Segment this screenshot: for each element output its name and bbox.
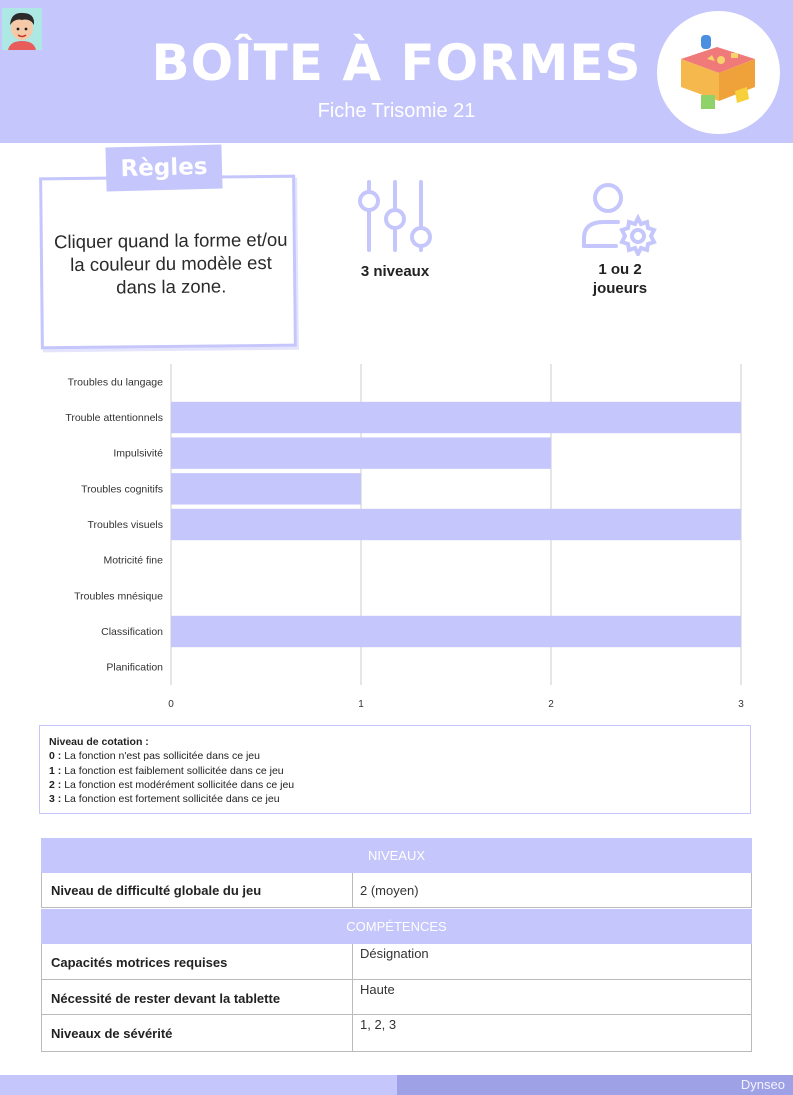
page-title: BOÎTE À FORMES <box>151 34 642 92</box>
table-row <box>41 980 752 1015</box>
levels-table <box>41 838 752 908</box>
legend-item: 0 : La fonction n'est pas sollicitée dans ce jeu <box>49 750 260 763</box>
shape-box-icon <box>675 29 762 116</box>
page-header <box>0 0 793 143</box>
players-feature <box>565 180 675 298</box>
category-label: Classification <box>101 626 163 638</box>
category-label: Troubles visuels <box>87 519 163 531</box>
category-label: Planification <box>106 661 163 674</box>
row-label: Niveau de difficulté globale du jeu <box>51 883 262 898</box>
rules-tab <box>105 144 222 191</box>
skills-table-header: COMPÉTENCES <box>41 909 752 944</box>
rules-tab-label: Règles <box>120 153 208 183</box>
row-value: Haute <box>360 982 395 997</box>
category-label: Motricité fine <box>103 554 163 567</box>
table-row <box>41 1015 752 1052</box>
bar <box>171 509 741 540</box>
row-value: 2 (moyen) <box>360 883 419 898</box>
x-tick-label: 2 <box>548 699 554 710</box>
x-tick-label: 1 <box>358 699 364 710</box>
category-label: Impulsivité <box>113 447 163 460</box>
skills-table <box>41 909 752 1052</box>
row-label: Niveaux de sévérité <box>51 1026 173 1041</box>
legend-item: 1 : La fonction est faiblement sollicitée dans ce jeu <box>49 764 284 777</box>
players-label-line2: joueurs <box>592 280 648 297</box>
functions-bar-chart <box>0 360 793 720</box>
levels-feature <box>340 180 450 281</box>
legend-title: Niveau de cotation : <box>49 736 149 748</box>
players-label-line1: 1 ou 2 <box>598 261 642 278</box>
category-label: Troubles mnésique <box>74 590 163 603</box>
footer-left-band <box>0 1075 397 1095</box>
rules-text: Cliquer quand la forme et/ou la couleur du modèle est dans la zone. <box>53 228 288 298</box>
levels-label: 3 niveaux <box>360 263 430 280</box>
x-tick-label: 0 <box>168 699 174 710</box>
table-row <box>41 873 752 908</box>
legend-item: 3 : La fonction est fortement sollicitée dans ce jeu <box>49 793 280 806</box>
bar <box>171 473 361 504</box>
sliders-icon <box>355 180 435 252</box>
rules-panel <box>39 175 297 350</box>
row-value: Désignation <box>360 946 429 961</box>
category-label: Troubles du langage <box>67 376 163 389</box>
game-logo <box>657 11 780 134</box>
rating-legend <box>39 725 751 814</box>
row-label: Capacités motrices requises <box>51 955 228 970</box>
x-tick-label: 3 <box>738 699 744 710</box>
bar <box>171 616 741 647</box>
category-label: Trouble attentionnels <box>65 412 163 424</box>
user-settings-icon <box>580 180 660 256</box>
bar <box>171 437 551 468</box>
levels-table-header: NIVEAUX <box>41 838 752 873</box>
legend-item: 2 : La fonction est modérément sollicitée dans ce jeu <box>49 778 295 791</box>
footer-right-band <box>397 1075 793 1095</box>
table-row <box>41 944 752 980</box>
row-value: 1, 2, 3 <box>360 1017 397 1032</box>
bar <box>171 402 741 433</box>
page-subtitle: Fiche Trisomie 21 <box>317 100 476 122</box>
row-label: Nécessité de rester devant la tablette <box>51 991 281 1006</box>
category-label: Troubles cognitifs <box>81 483 163 496</box>
brand-logo: Dynseo <box>740 1077 785 1092</box>
